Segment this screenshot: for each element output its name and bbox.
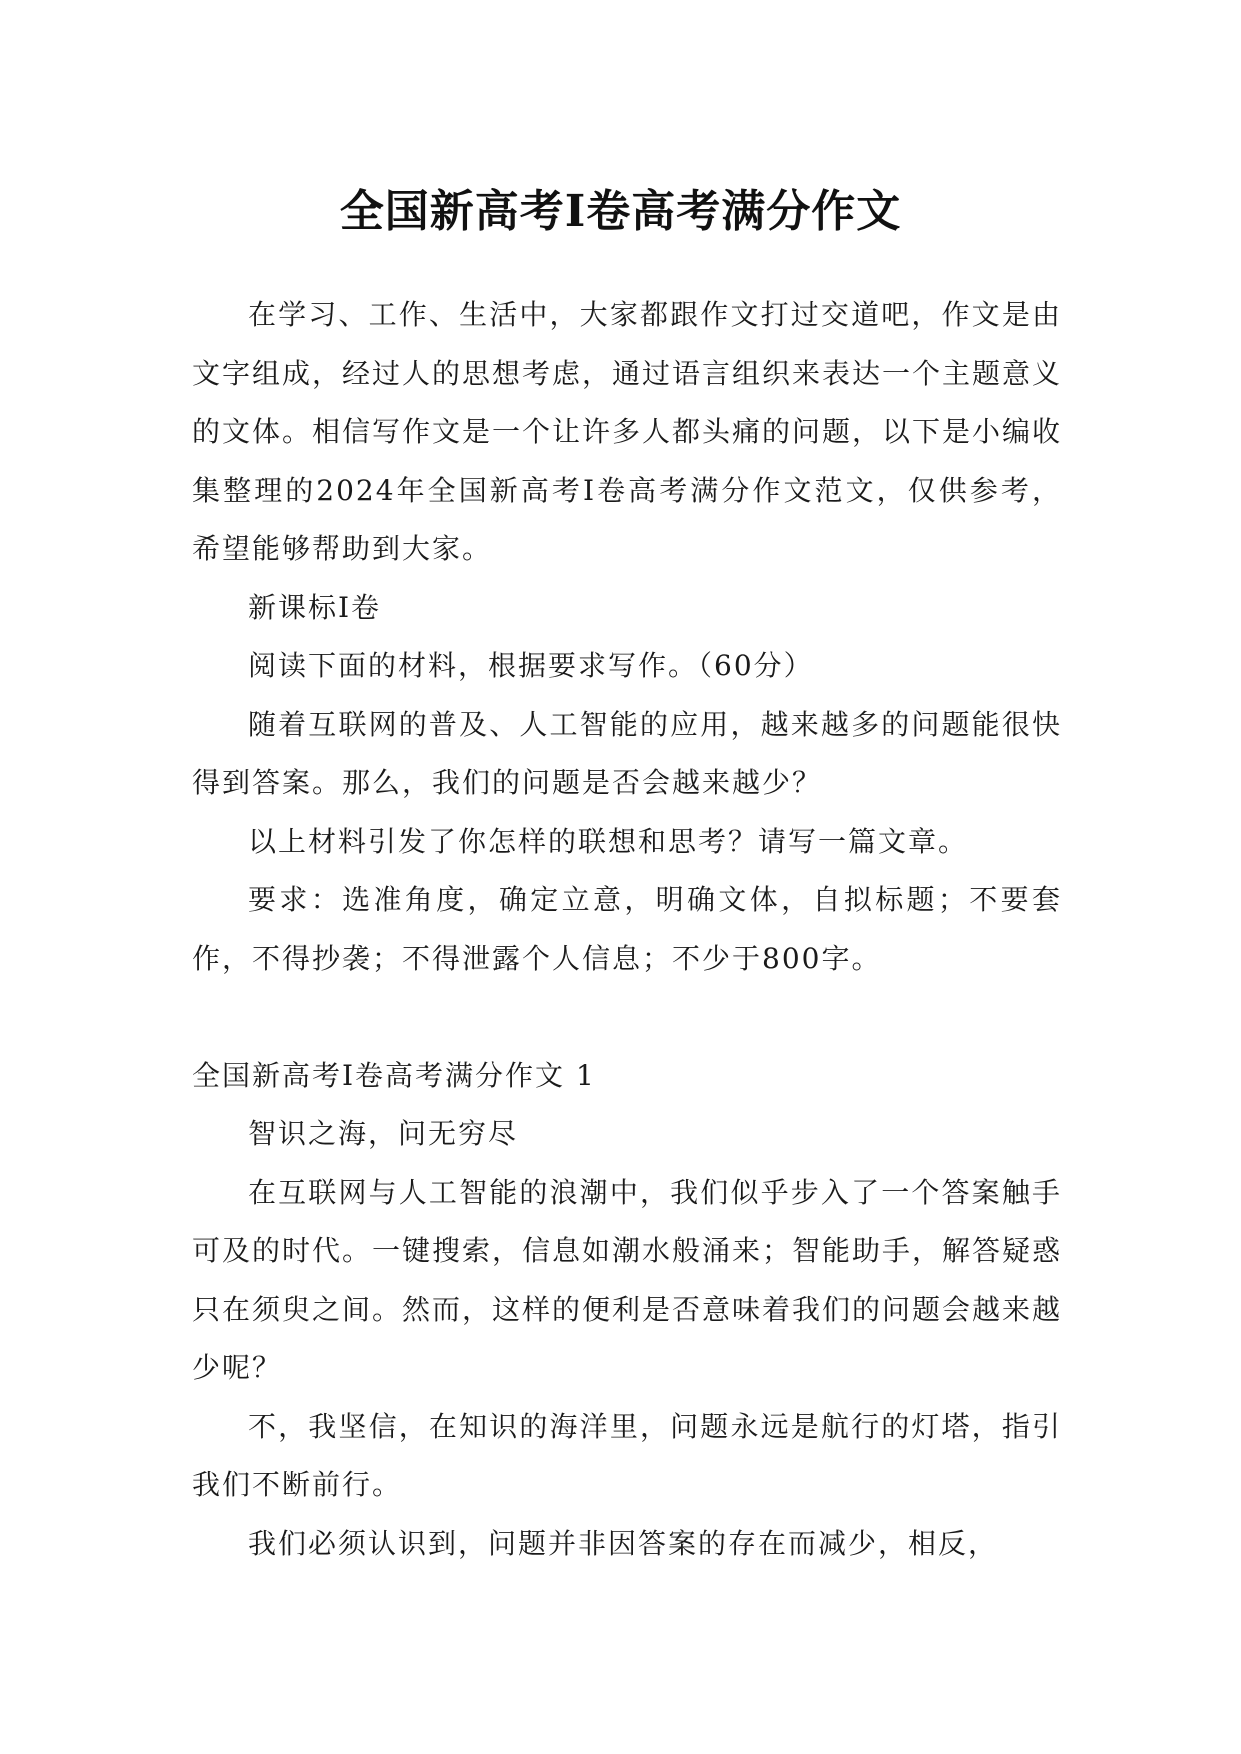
intro-paragraph: 在学习、工作、生活中，大家都跟作文打过交道吧，作文是由文字组成，经过人的思想考虑，通过语言组织来表达一个主题意义的文体。相信写作文是一个让许多人都头痛的问题，以下是小编收集整理的2024年全国新高考Ⅰ卷高考满分作文范文，仅供参考，希望能够帮助到大家。	[192, 298, 1063, 565]
essay-title: 智识之海，问无穷尽	[248, 1117, 519, 1150]
section-spacer	[192, 988, 1062, 1047]
requirements-paragraph: 要求：选准角度，确定立意，明确文体，自拟标题；不要套作，不得抄袭；不得泄露个人信息；不少于800字。	[192, 883, 1062, 975]
essay-heading: 全国新高考Ⅰ卷高考满分作文 1	[192, 1058, 596, 1092]
prompt-paragraph: 以上材料引发了你怎样的联想和思考？请写一篇文章。	[248, 824, 969, 858]
essay-paragraph: 不，我坚信，在知识的海洋里，问题永远是航行的灯塔，指引我们不断前行。	[192, 1409, 1062, 1501]
exam-label: 新课标Ⅰ卷	[248, 590, 382, 624]
document-title: 全国新高考Ⅰ卷高考满分作文	[339, 186, 902, 238]
essay-paragraph: 我们必须认识到，问题并非因答案的存在而减少，相反，	[248, 1526, 999, 1560]
essay-paragraph: 在互联网与人工智能的浪潮中，我们似乎步入了一个答案触手可及的时代。一键搜索，信息如潮水般涌来；智能助手，解答疑惑只在须臾之间。然而，这样的便利是否意味着我们的问题会越来越少呢？	[192, 1175, 1063, 1384]
instruction-paragraph: 阅读下面的材料，根据要求写作。（60分）	[248, 649, 814, 682]
material-paragraph: 随着互联网的普及、人工智能的应用，越来越多的问题能很快得到答案。那么，我们的问题是否会越来越少？	[192, 707, 1062, 799]
document-body	[192, 286, 1062, 1573]
